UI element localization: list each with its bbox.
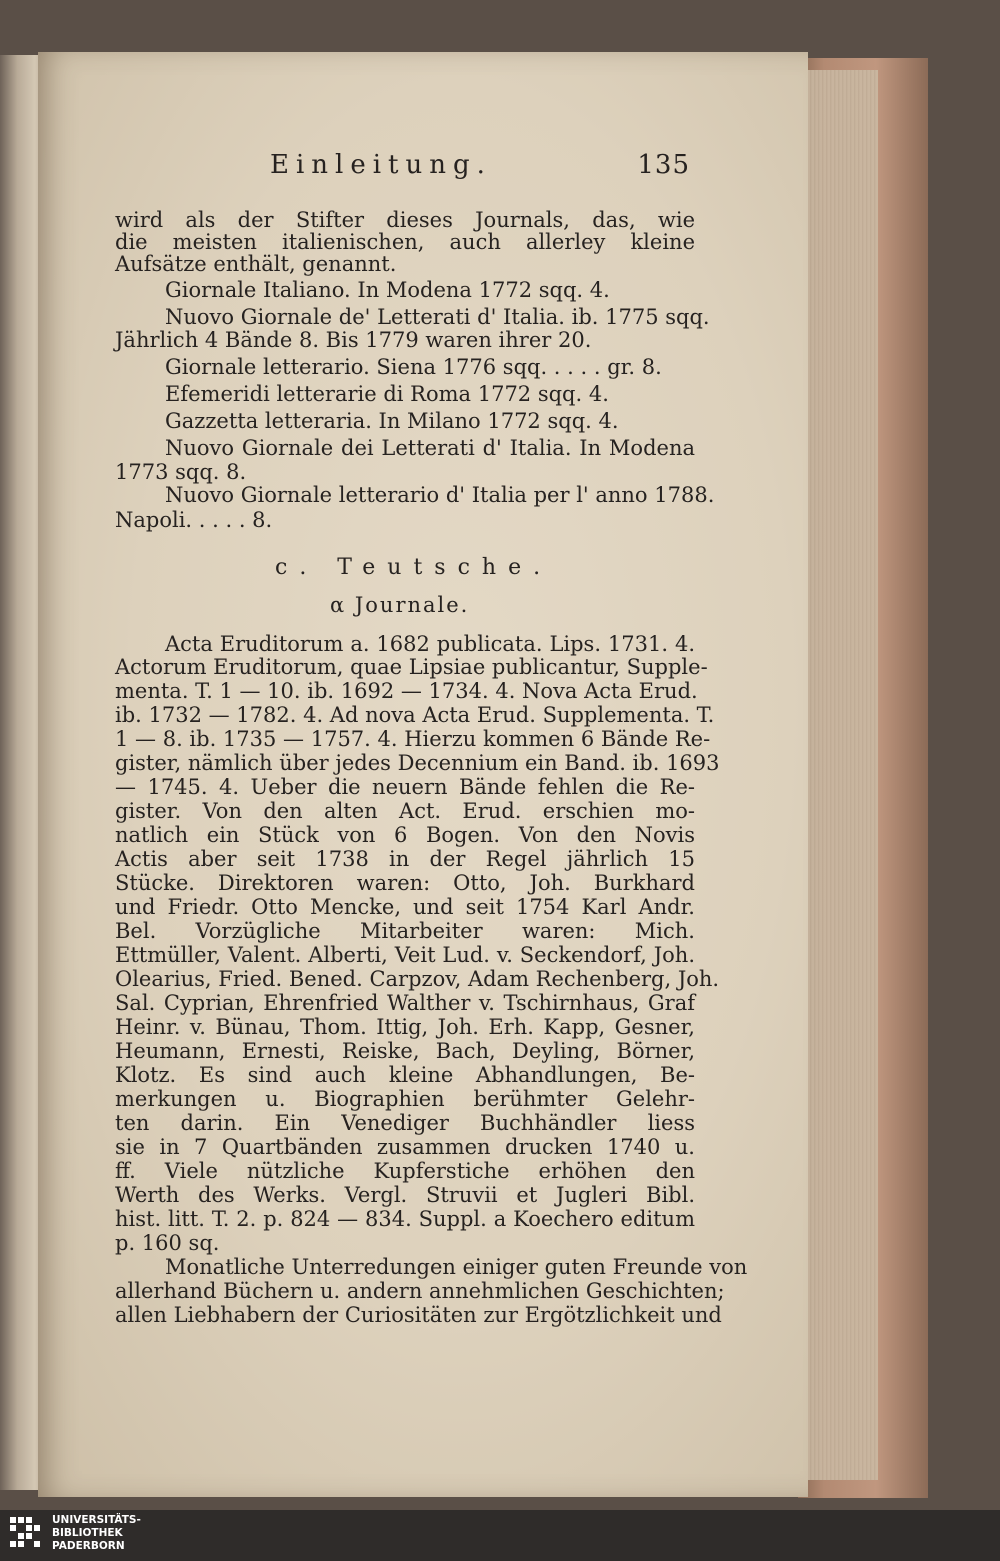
text-line: 1 — 8. ib. 1735 — 1757. 4. Hierzu kommen 6 Bände Re- (115, 727, 711, 751)
text-line: Actis aber seit 1738 in der Regel jährlich 15 (115, 847, 695, 871)
text-line: Sal. Cyprian, Ehrenfried Walther v. Tschirnhaus, Graf (115, 991, 695, 1015)
text-line: gister, nämlich über jedes Decennium ein Band. ib. 1693 (115, 751, 720, 775)
running-title: Einleitung. (270, 150, 492, 180)
page-edges (808, 70, 878, 1480)
text-line: Nuovo Giornale de' Letterati d' Italia. ib. 1775 sqq. (165, 305, 710, 329)
page-number: 135 (637, 150, 690, 180)
text-line: 1773 sqq. 8. (115, 460, 247, 484)
text-line: Gazzetta letteraria. In Milano 1772 sqq. 4. (165, 409, 619, 433)
text-line: Werth des Werks. Vergl. Struvii et Jugleri Bibl. (115, 1183, 695, 1207)
text-line: Heinr. v. Bünau, Thom. Ittig, Joh. Erh. Kapp, Gesner, (115, 1015, 695, 1039)
text-line: Olearius, Fried. Bened. Carpzov, Adam Rechenberg, Joh. (115, 967, 720, 991)
text-line: Efemeridi letterarie di Roma 1772 sqq. 4. (165, 382, 609, 406)
text-line: ten darin. Ein Venediger Buchhändler liess (115, 1111, 695, 1135)
text-line: Ettmüller, Valent. Alberti, Veit Lud. v. Seckendorf, Joh. (115, 943, 695, 967)
text-line: menta. T. 1 — 10. ib. 1692 — 1734. 4. Nova Acta Erud. (115, 679, 698, 703)
text-line: Nuovo Giornale dei Letterati d' Italia. In Modena (165, 436, 695, 460)
text-line: Giornale letterario. Siena 1776 sqq. . . . . gr. 8. (165, 355, 662, 379)
library-name-line: PADERBORN (52, 1540, 125, 1552)
text-line: natlich ein Stück von 6 Bogen. Von den Novis (115, 823, 695, 847)
text-line: die meisten italienischen, auch allerley kleine (115, 230, 695, 254)
text-line: hist. litt. T. 2. p. 824 — 834. Suppl. a Koechero editum (115, 1207, 695, 1231)
text-line: und Friedr. Otto Mencke, und seit 1754 Karl Andr. (115, 895, 695, 919)
text-line: p. 160 sq. (115, 1231, 220, 1255)
text-line: Giornale Italiano. In Modena 1772 sqq. 4. (165, 278, 610, 302)
text-line: allerhand Büchern u. andern annehmlichen Geschichten; (115, 1279, 725, 1303)
text-line: sie in 7 Quartbänden zusammen drucken 1740 u. (115, 1135, 695, 1159)
text-line: Stücke. Direktoren waren: Otto, Joh. Burkhard (115, 871, 695, 895)
text-line: ib. 1732 — 1782. 4. Ad nova Acta Erud. Supplementa. T. (115, 703, 715, 727)
subsection-heading: α Journale. (330, 593, 470, 617)
library-name-line: UNIVERSITÄTS- (52, 1514, 141, 1526)
text-line: Napoli. . . . . 8. (115, 508, 273, 532)
text-line: ff. Viele nützliche Kupferstiche erhöhen den (115, 1159, 695, 1183)
text-line: Jährlich 4 Bände 8. Bis 1779 waren ihrer 20. (115, 328, 592, 352)
library-logo-icon (8, 1515, 46, 1553)
text-line: Nuovo Giornale letterario d' Italia per l' anno 1788. (165, 483, 715, 507)
library-name (52, 1514, 141, 1553)
text-line: Aufsätze enthält, genannt. (115, 252, 397, 276)
text-line: wird als der Stifter dieses Journals, das, wie (115, 208, 695, 232)
text-line: Actorum Eruditorum, quae Lipsiae publicantur, Supple- (115, 655, 708, 679)
footer-bar (0, 1510, 1000, 1561)
text-line: Acta Eruditorum a. 1682 publicata. Lips. 1731. 4. (165, 632, 695, 656)
section-heading: c. Teutsche. (275, 555, 553, 580)
text-line: merkungen u. Biographien berühmter Gelehr- (115, 1087, 695, 1111)
text-line: — 1745. 4. Ueber die neuern Bände fehlen die Re- (115, 775, 695, 799)
text-line: Klotz. Es sind auch kleine Abhandlungen, Be- (115, 1063, 695, 1087)
text-line: Heumann, Ernesti, Reiske, Bach, Deyling, Börner, (115, 1039, 695, 1063)
text-line: gister. Von den alten Act. Erud. erschien mo- (115, 799, 695, 823)
text-line: Monatliche Unterredungen einiger guten Freunde von (165, 1255, 748, 1279)
page-header (270, 150, 690, 186)
library-name-line: BIBLIOTHEK (52, 1527, 123, 1539)
text-line: allen Liebhabern der Curiositäten zur Ergötzlichkeit und (115, 1303, 722, 1327)
text-line: Bel. Vorzügliche Mitarbeiter waren: Mich. (115, 919, 695, 943)
